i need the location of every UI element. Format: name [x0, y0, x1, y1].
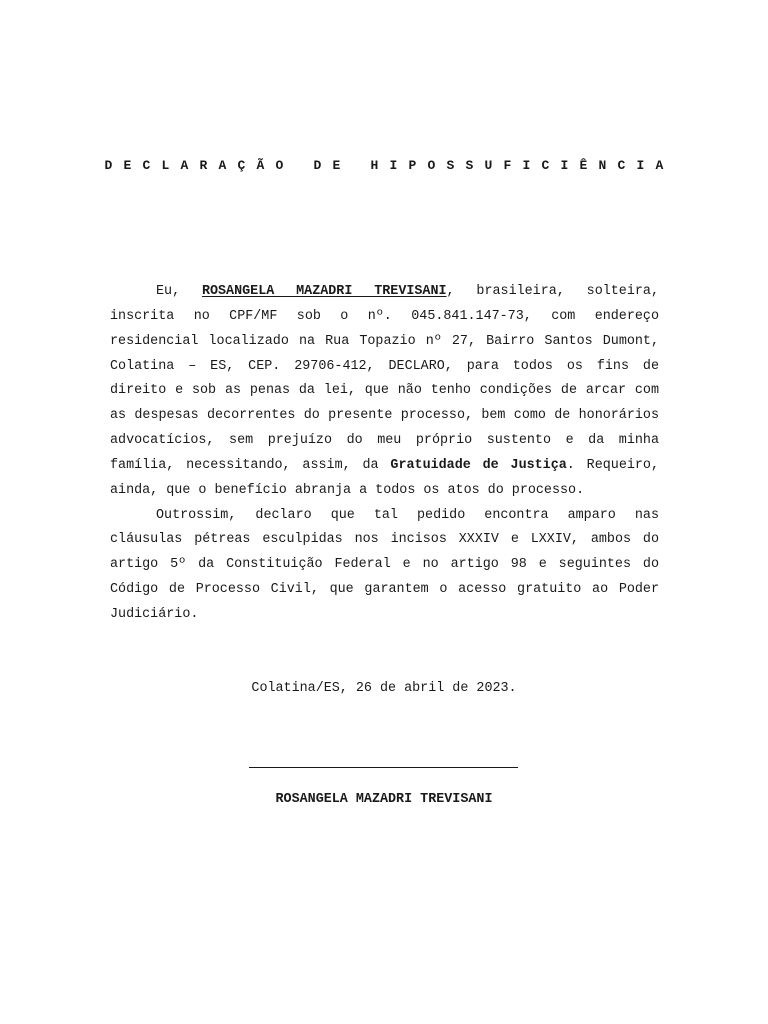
declaration-body: [110, 280, 659, 628]
signature-line: [249, 767, 518, 768]
gratuidade-emphasis: Gratuidade de Justiça: [390, 457, 567, 473]
declaration-paragraph-1: [110, 280, 659, 504]
paragraph-1-suffix: . Requeiro, ainda, que o benefício abranja a todos os atos do processo.: [110, 457, 659, 498]
document-title: DECLARAÇÃO DE HIPOSSUFICIÊNCIA: [104, 158, 675, 173]
place-and-date: Colatina/ES, 26 de abril de 2023.: [251, 681, 517, 696]
declarant-name: ROSANGELA MAZADRI TREVISANI: [201, 284, 447, 299]
paragraph-1-prefix: Eu,: [156, 284, 202, 299]
signer-name: ROSANGELA MAZADRI TREVISANI: [275, 792, 493, 807]
paragraph-1-middle: , brasileira, solteira, inscrita no CPF/MF sob o nº. 045.841.147-73, com endereço residencial localizado na Rua Topazio nº 27, Bairro Santos Dumont, Colatina – ES, CEP. 29706-412, DECLARO, para todos os fins de direito e sob as penas da lei, que não tenho condições de arcar com as despesas decorrentes do presente processo, bem como de honorários advocatícios, sem prejuízo do meu próprio sustento e da minha família, necessitando, assim, da: [110, 284, 659, 473]
declaration-paragraph-2: Outrossim, declaro que tal pedido encontra amparo nas cláusulas pétreas esculpidas nos incisos XXXIV e LXXIV, ambos do artigo 5º da Constituição Federal e no artigo 98 e seguintes do Código de Processo Civil, que garantem o acesso gratuito ao Poder Judiciário.: [110, 507, 659, 622]
